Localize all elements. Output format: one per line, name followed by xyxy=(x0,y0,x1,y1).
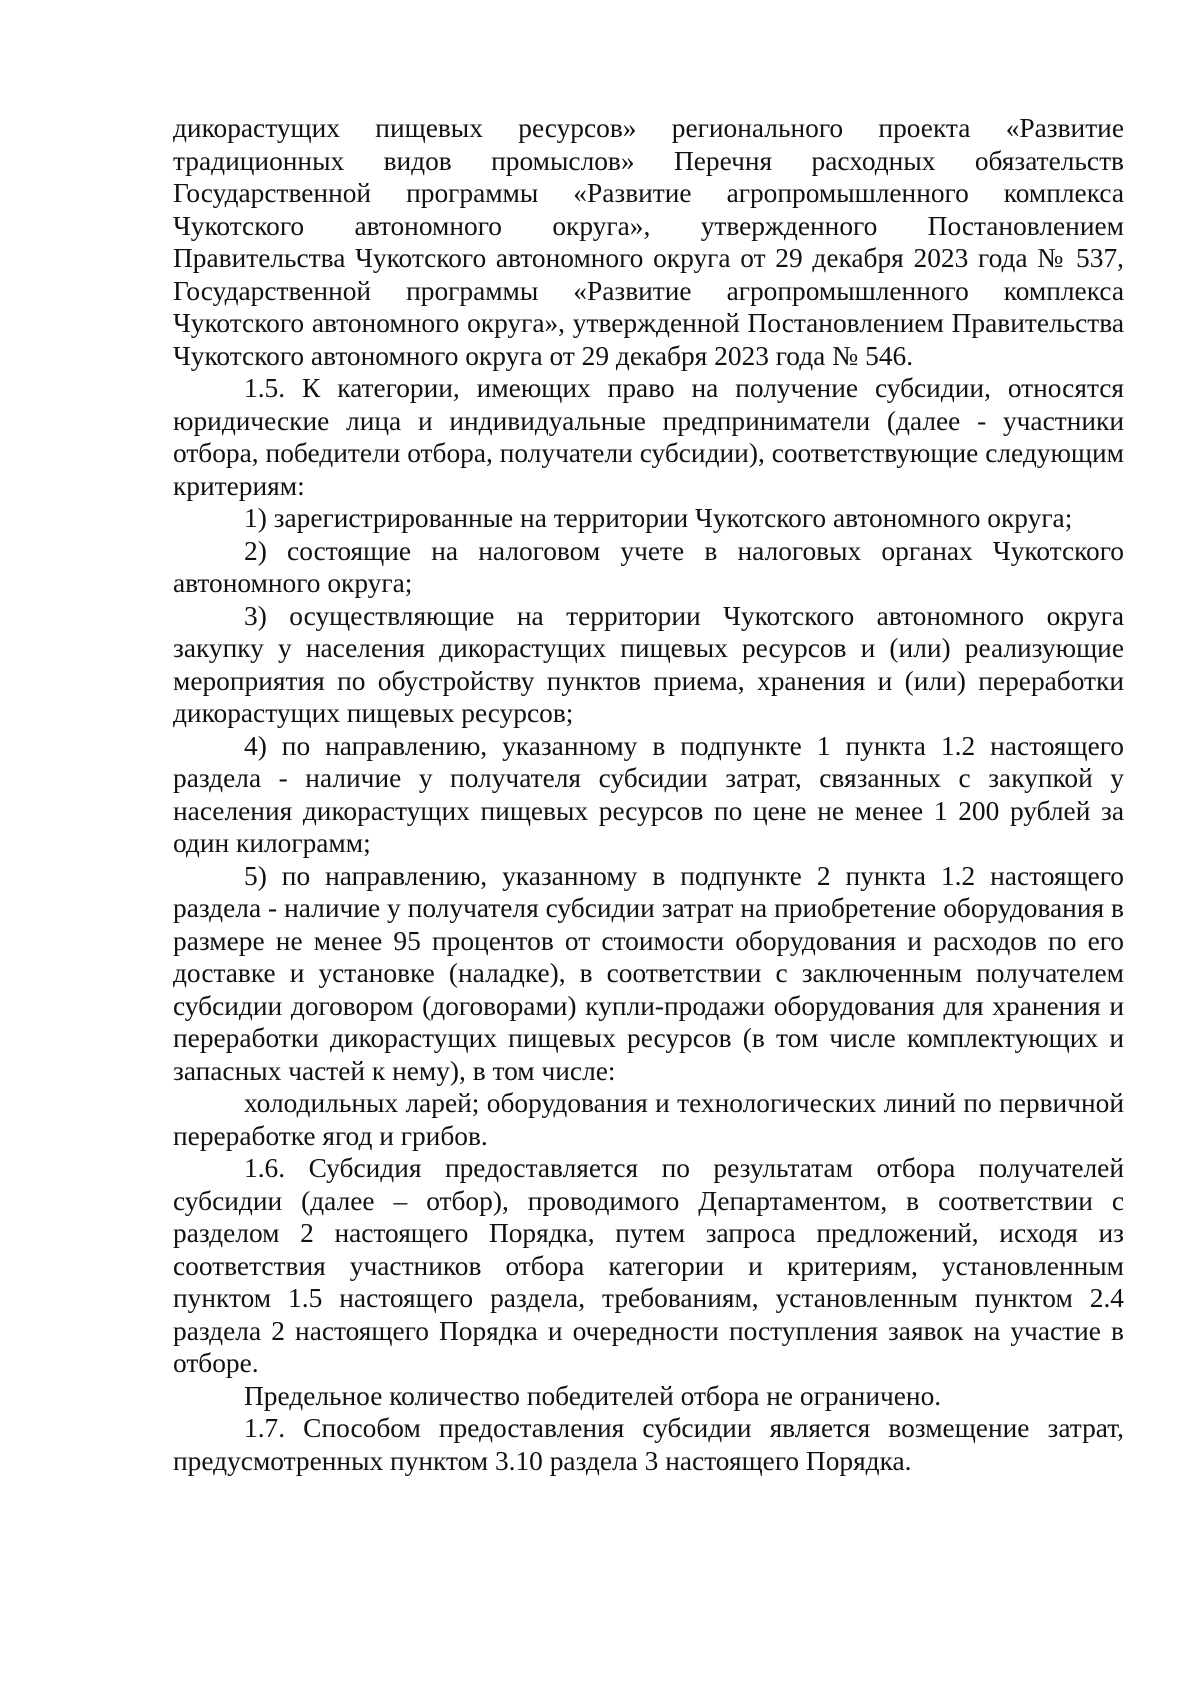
paragraph-1-6: 1.6. Субсидия предоставляется по результатам отбора получателей субсидии (далее – отбор), проводимого Департаментом, в соответствии с разделом 2 настоящего Порядка, путем запроса предложений, исходя из соответствия участников отбора категории и критериям, установленным пунктом 1.5 настоящего раздела, требованиям, установленным пунктом 2.4 раздела 2 настоящего Порядка и очередности поступления заявок на участие в отборе. xyxy=(173,1153,1124,1378)
criterion-4: 4) по направлению, указанному в подпункте 1 пункта 1.2 настоящего раздела - наличие у получателя субсидии затрат, связанных с закупкой у населения дикорастущих пищевых ресурсов по цене не менее 1 200 рублей за один килограмм; xyxy=(173,730,1124,858)
criterion-2: 2) состоящие на налоговом учете в налоговых органах Чукотского автономного округа; xyxy=(173,535,1124,598)
criterion-5: 5) по направлению, указанному в подпункте 2 пункта 1.2 настоящего раздела - наличие у получателя субсидии затрат на приобретение оборудования в размере не менее 95 процентов от стоимости оборудования и расходов по его доставке и установке (наладке), в соответствии с заключенным получателем субсидии договором (договорами) купли-продажи оборудования для хранения и переработки дикорастущих пищевых ресурсов (в том числе комплектующих и запасных частей к нему), в том числе: xyxy=(173,860,1124,1086)
paragraph-1-5: 1.5. К категории, имеющих право на получение субсидии, относятся юридические лица и индивидуальные предприниматели (далее - участники отбора, победители отбора, получатели субсидии), соответствующие следующим критериям: xyxy=(173,373,1124,501)
criterion-3: 3) осуществляющие на территории Чукотского автономного округа закупку у населения дикорастущих пищевых ресурсов и (или) реализующие мероприятия по обустройству пунктов приема, хранения и (или) переработки дикорастущих пищевых ресурсов; xyxy=(173,600,1124,728)
criterion-1: 1) зарегистрированные на территории Чукотского автономного округа; xyxy=(244,503,1073,533)
document-body xyxy=(173,112,1124,1477)
equipment-list: холодильных ларей; оборудования и технологических линий по первичной переработке ягод и грибов. xyxy=(173,1088,1124,1151)
paragraph-1-7: 1.7. Способом предоставления субсидии является возмещение затрат, предусмотренных пунктом 3.10 раздела 3 настоящего Порядка. xyxy=(173,1413,1124,1476)
winners-limit: Предельное количество победителей отбора не ограничено. xyxy=(244,1380,942,1411)
paragraph-continuation: дикорастущих пищевых ресурсов» регионального проекта «Развитие традиционных видов промыслов» Перечня расходных обязательств Государственной программы «Развитие агропромышленного комплекса Чукотского автономного округа», утвержденного Постановлением Правительства Чукотского автономного округа от 29 декабря 2023 года № 537, Государственной программы «Развитие агропромышленного комплекса Чукотского автономного округа», утвержденной Постановлением Правительства Чукотского автономного округа от 29 декабря 2023 года № 546. xyxy=(173,113,1124,371)
